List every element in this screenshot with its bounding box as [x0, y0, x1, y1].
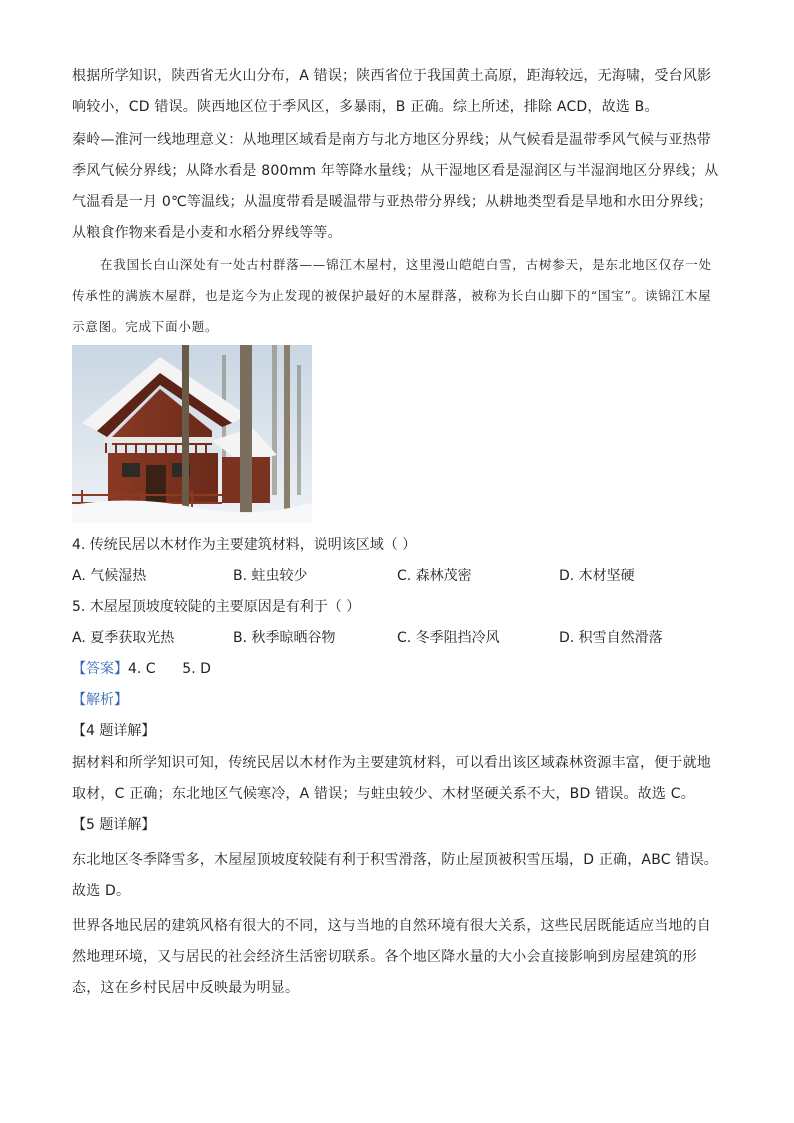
detail-5-label: 【5 题详解】 [72, 817, 156, 833]
question-5-stem: 5. 木屋屋顶坡度较陡的主要原因是有利于（ ） [72, 599, 361, 615]
question-5-option-a: A. 夏季获取光热 [72, 630, 175, 646]
question-4-option-b: B. 蛀虫较少 [233, 568, 308, 584]
answer-line [72, 659, 211, 679]
question-5-option-c: C. 冬季阻挡冷风 [397, 630, 500, 646]
detail-5-text: 东北地区冬季降雪多，木屋屋顶坡度较陡有利于积雪滑落，防止屋顶被积雪压塌，D 正确，ABC 错误。故选 D。 [72, 852, 718, 899]
answer-label: 【答案】 [72, 661, 128, 677]
paragraph-analysis-previous: 根据所学知识，陕西省无火山分布，A 错误；陕西省位于我国黄土高原，距海较远，无海啸，受台风影响较小，CD 错误。陕西地区位于季风区，多暴雨，B 正确。综上所述，排除 ACD，故选 B。 [72, 68, 712, 115]
question-4-option-a: A. 气候湿热 [72, 568, 147, 584]
analysis-label: 【解析】 [72, 692, 128, 708]
paragraph-world-dwellings: 世界各地民居的建筑风格有很大的不同，这与当地的自然环境有很大关系，这些民居既能适应当地的自然地理环境，又与居民的社会经济生活密切联系。各个地区降水量的大小会直接影响到房屋建筑的形态，这在乡村民居中反映最为明显。 [72, 918, 711, 996]
question-4-option-d: D. 木材坚硬 [559, 568, 635, 584]
question-5-options [72, 628, 722, 648]
paragraph-qinling-huaihe: 秦岭—淮河一线地理意义：从地理区域看是南方与北方地区分界线；从气候看是温带季风气候与亚热带季风气候分界线；从降水看是 800mm 年等降水量线；从干湿地区看是湿润区与半湿润地区分界线；从气温看是一月 0℃等温线；从温度带看是暖温带与亚热带分界线；从耕地类型看是旱地和水田分界线；从粮食作物来看是小麦和水稻分界线等等。 [72, 132, 719, 241]
detail-4-label: 【4 题详解】 [72, 723, 156, 739]
detail-4-text: 据材料和所学知识可知，传统民居以木材作为主要建筑材料，可以看出该区域森林资源丰富，便于就地取材，C 正确；东北地区气候寒冷，A 错误；与蛀虫较少、木材坚硬关系不大，BD 错误。故选 C。 [72, 755, 711, 802]
question-5-option-d: D. 积雪自然滑落 [559, 630, 663, 646]
wooden-house-illustration [72, 345, 312, 523]
wooden-house-photo [72, 345, 312, 523]
question-5-option-b: B. 秋季晾晒谷物 [233, 630, 336, 646]
question-4-option-c: C. 森林茂密 [397, 568, 472, 584]
question-4-stem: 4. 传统民居以木材作为主要建筑材料，说明该区域（ ） [72, 537, 417, 553]
paragraph-material-jinjiang: 在我国长白山深处有一处古村群落——锦江木屋村，这里漫山皑皑白雪，古树参天，是东北地区仅存一处传承性的满族木屋群，也是迄今为止发现的被保护最好的木屋群落，被称为长白山脚下的“国宝”。读锦江木屋示意图。完成下面小题。 [72, 257, 712, 334]
answer-text: 4. C 5. D [128, 661, 211, 677]
question-4-options [72, 566, 722, 586]
